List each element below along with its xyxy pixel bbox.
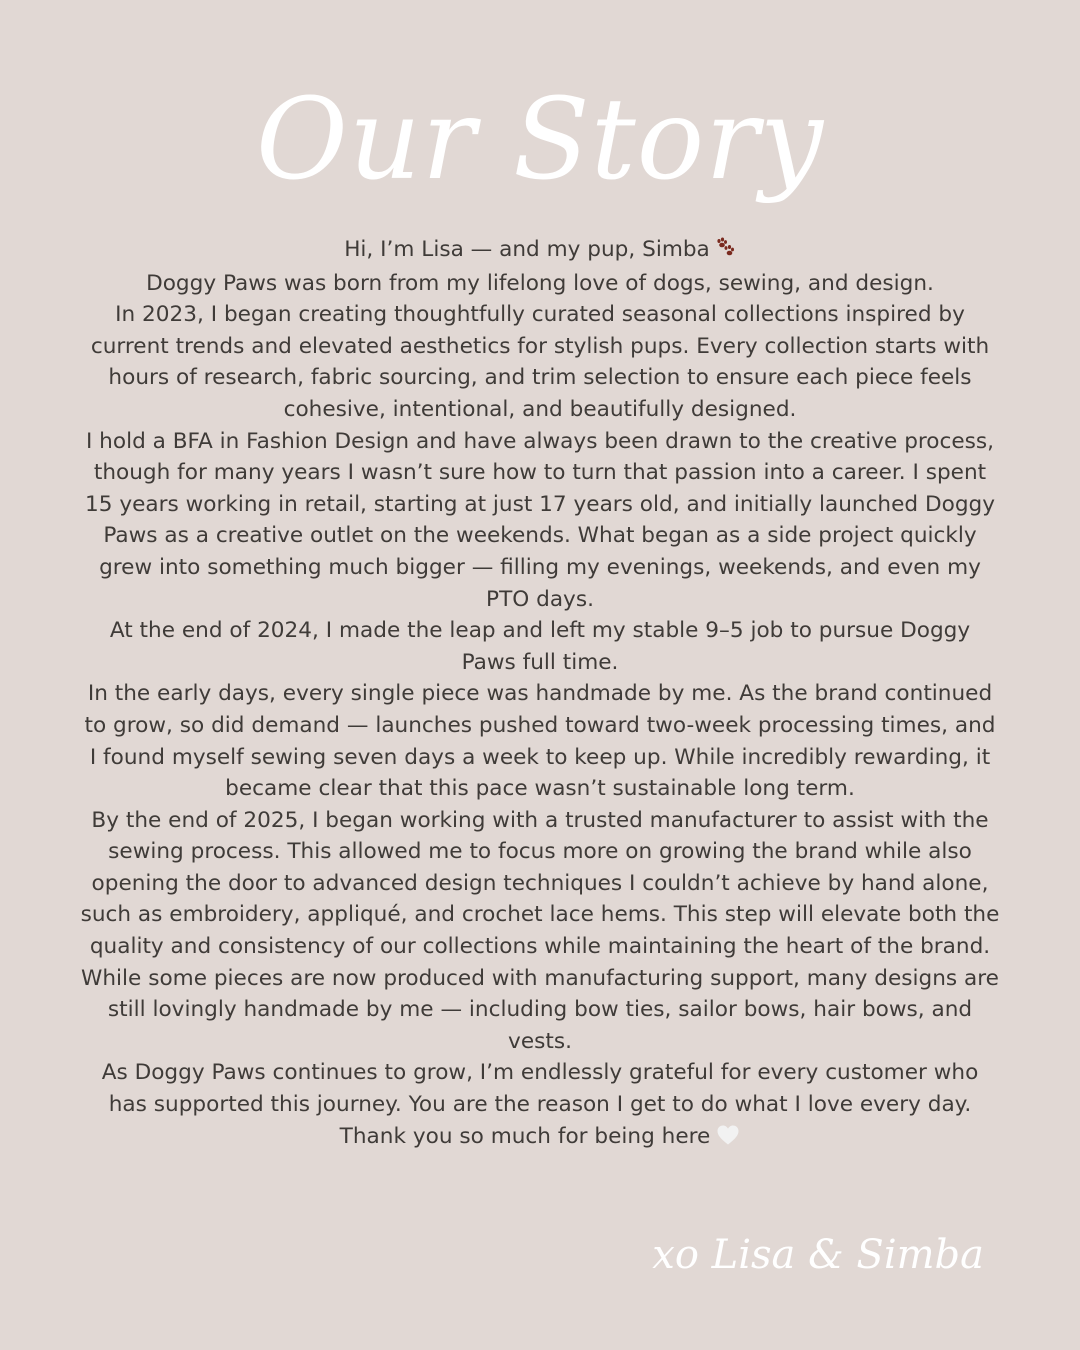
story-body (80, 234, 1000, 1155)
story-paragraph: By the end of 2025, I began working with a trusted manufacturer to assist with the sewing process. This allowed me to focus more on growing the brand while also opening the door to advanced design techniques I couldn’t achieve by hand alone, such as embroidery, appliqué, and crochet lace hems. This step will elevate both the quality and consistency of our collections while maintaining the heart of the brand. (80, 807, 1000, 960)
closing-text: Thank you so much for being here (339, 1123, 711, 1149)
story-paragraph: In 2023, I began creating thoughtfully curated seasonal collections inspired by current trends and elevated aesthetics for stylish pups. Every collection starts with hours of research, fabric sourcing, and trim selection to ensure each piece feels cohesive, intentional, and beautifully designed. (90, 302, 990, 422)
story-paragraph: While some pieces are now produced with manufacturing support, many designs are still lovingly handmade by me — including bow ties, sailor bows, hair bows, and vests. (81, 965, 999, 1054)
story-paragraph: In the early days, every single piece was handmade by me. As the brand continued to grow, so did demand — launches pushed toward two-week processing times, and I found myself sewing seven days a week to keep up. While incredibly rewarding, it became clear that this pace wasn’t sustainable long term. (84, 681, 996, 802)
story-paragraph: As Doggy Paws continues to grow, I’m endlessly grateful for every customer who has supported this journey. You are the reason I get to do what I love every day. (101, 1060, 979, 1118)
intro-line (80, 234, 1000, 268)
signature: xo Lisa & Simba (652, 1232, 984, 1278)
closing-line (80, 1121, 1000, 1156)
intro-text: Hi, I’m Lisa — and my pup, Simba (344, 237, 710, 262)
story-paragraph: I hold a BFA in Fashion Design and have always been drawn to the creative process, though for many years I wasn’t sure how to turn that passion into a career. I spent 15 years working in retail, starting at just 17 years old, and initially launched Doggy Paws as a creative outlet on the weekends. What began as a side project quickly grew into something much bigger — filling my evenings, weekends, and even my PTO days. (84, 428, 996, 612)
story-paragraph: Doggy Paws was born from my lifelong love of dogs, sewing, and design. (146, 270, 934, 296)
page-title: Our Story (255, 75, 825, 205)
heart-icon (716, 1124, 740, 1156)
paw-prints-icon (714, 236, 736, 268)
story-paragraph: At the end of 2024, I made the leap and left my stable 9–5 job to pursue Doggy Paws full time. (109, 618, 971, 675)
